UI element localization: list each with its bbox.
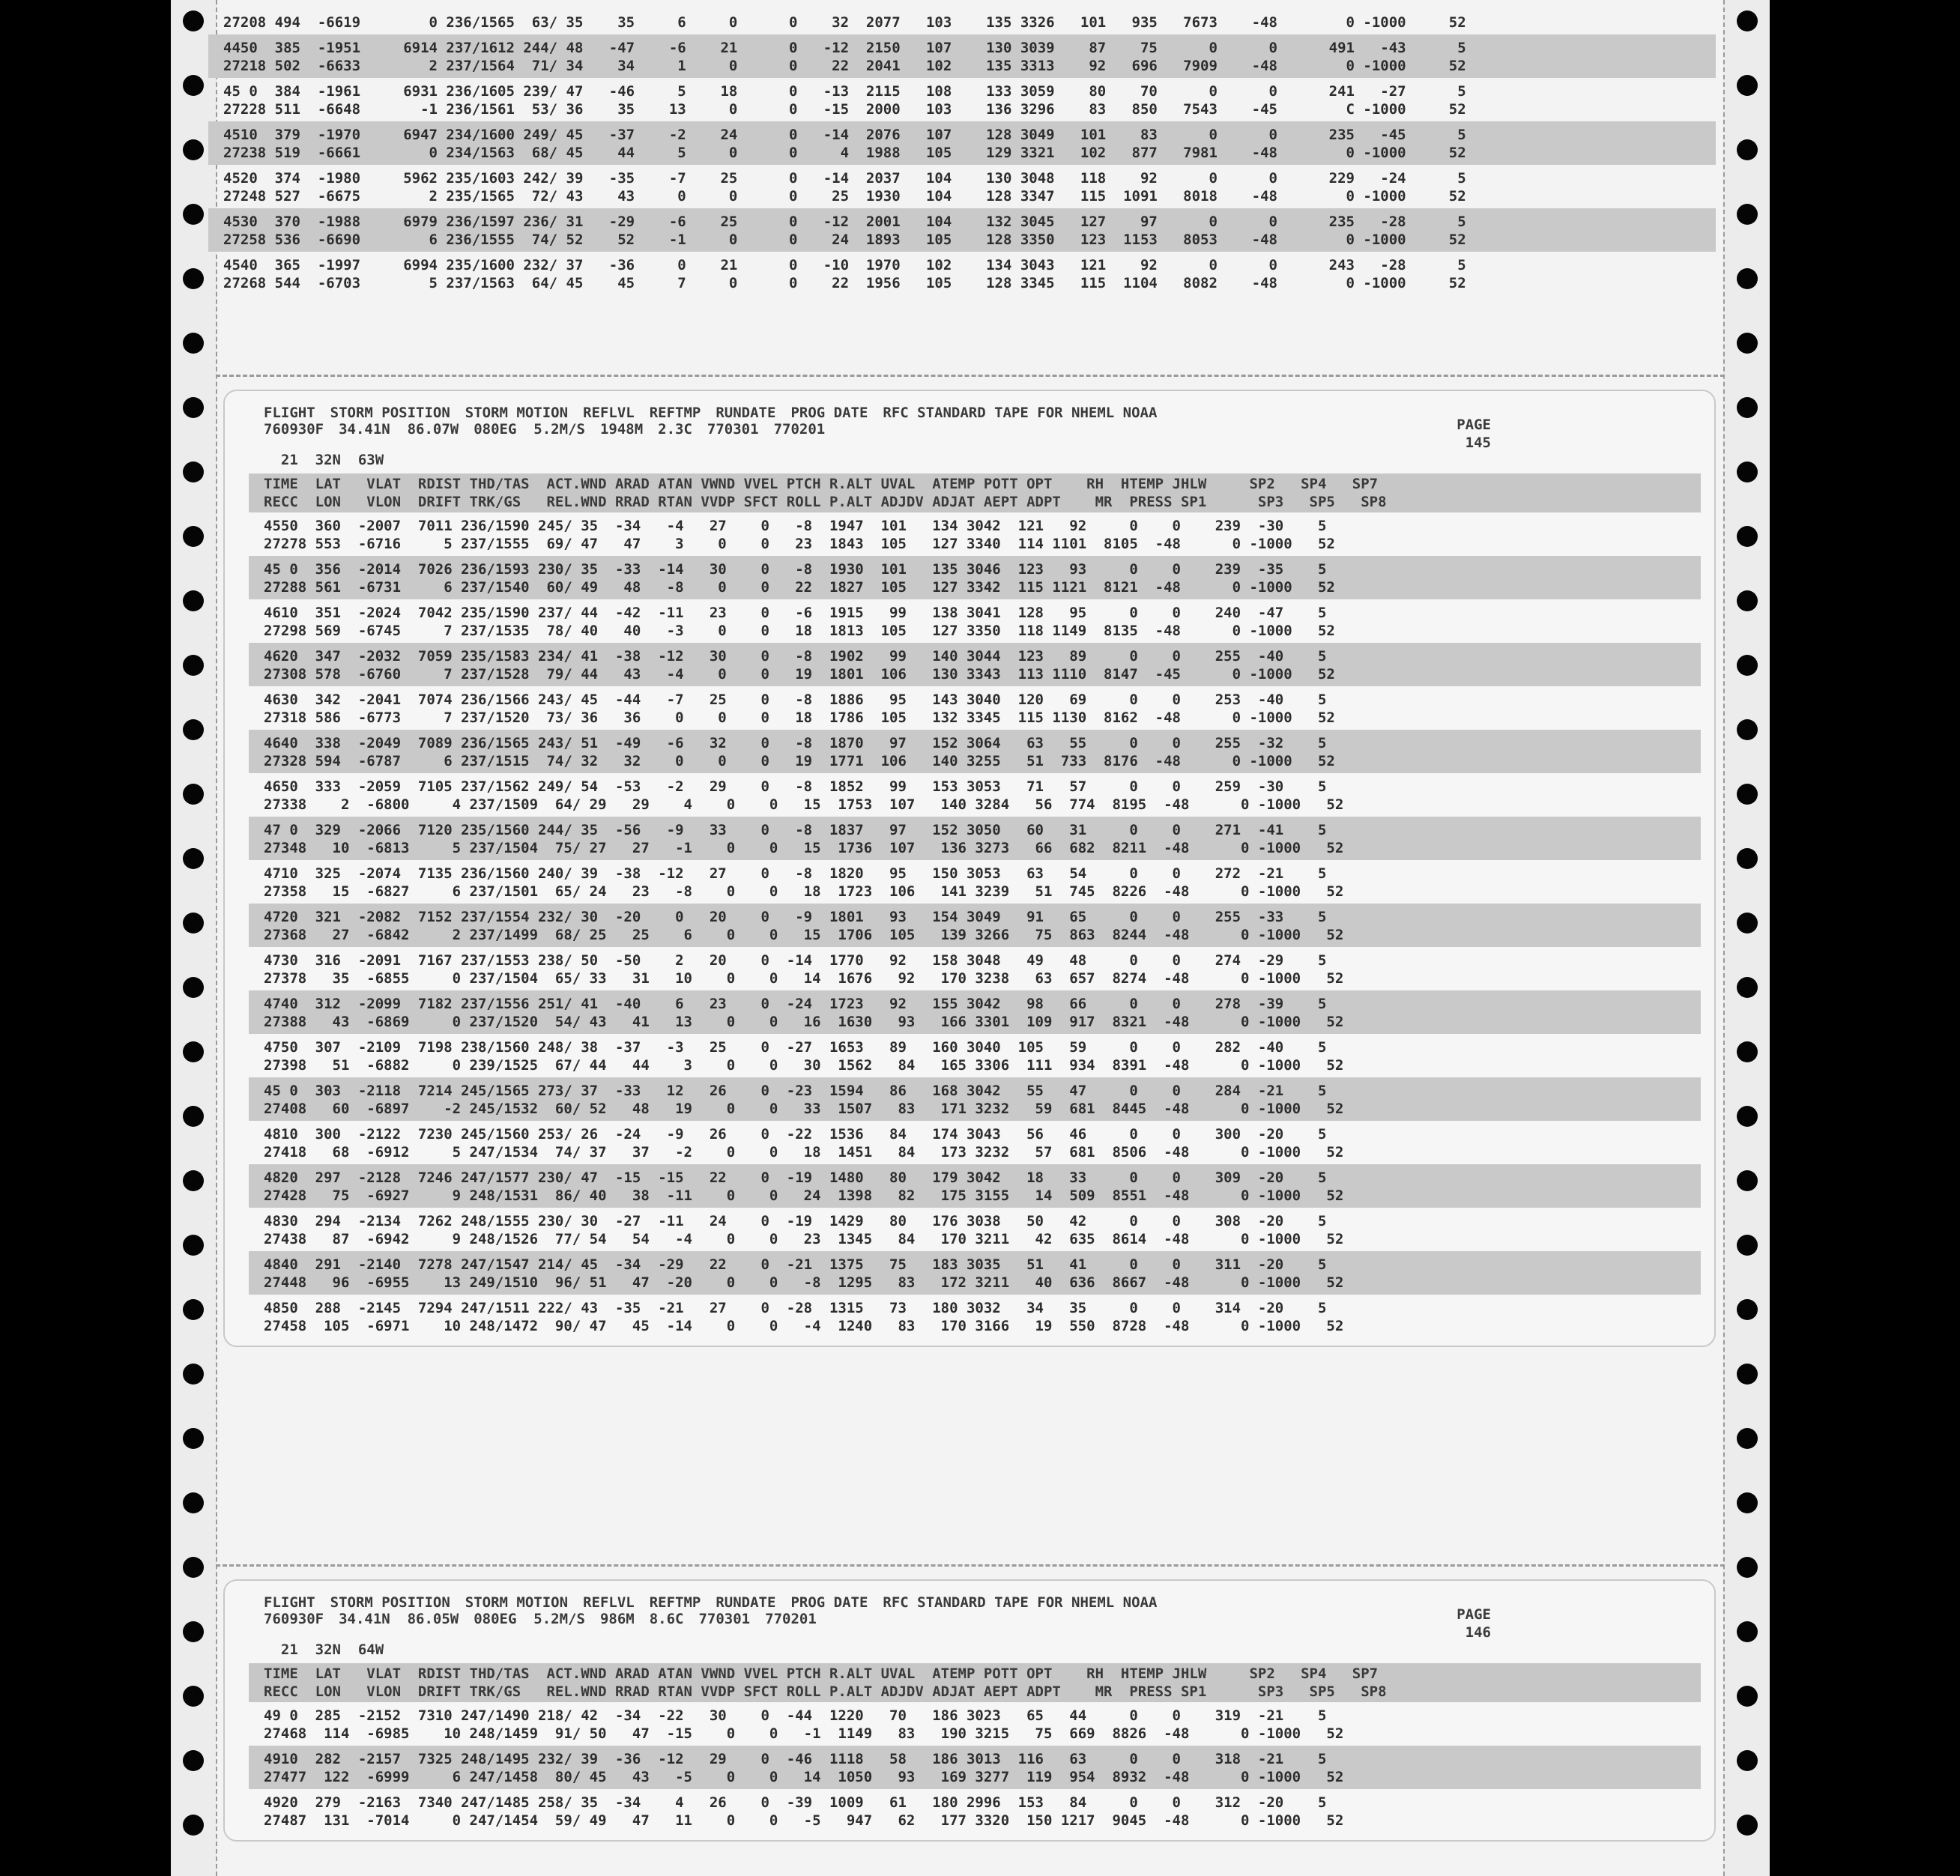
sprocket-hole (183, 1106, 204, 1127)
value-reflvl: 986M (599, 1611, 635, 1627)
data-record (208, 0, 1716, 34)
value-reflvl: 1948M (599, 421, 644, 438)
page-145-box (223, 390, 1716, 1347)
sprocket-hole (1737, 1364, 1758, 1385)
data-record (208, 252, 1716, 295)
sprocket-hole (1737, 1299, 1758, 1320)
column-header-line-1: TIME LAT VLAT RDIST THD/TAS ACT.WND ARAD ATAN VWND VVEL PTCH R.ALT UVAL ATEMP POTT OPT RH HTEMP JHLW SP2 SP4 SP7 (264, 476, 1379, 492)
sprocket-hole (183, 1750, 204, 1771)
record-line-2: 27218 502 -6633 2 237/1564 71/ 34 34 1 0 0 22 2041 102 135 3313 92 696 7909 -48 0 -1000 52 (223, 58, 1466, 74)
title-flight: FLIGHT (264, 1594, 315, 1611)
title-reflvl: REFLVL (583, 1594, 635, 1611)
value-flight: 760930F (264, 1611, 324, 1627)
record-line-1: 4730 316 -2091 7167 237/1553 238/ 50 -50 2 20 0 -14 1770 92 158 3048 49 48 0 0 274 -29 5 (264, 952, 1327, 969)
sprocket-hole (1737, 75, 1758, 96)
record-line-1: 4630 342 -2041 7074 236/1566 243/ 45 -44 -7 25 0 -8 1886 95 143 3040 120 69 0 0 253 -40 5 (264, 692, 1327, 708)
data-record (249, 1702, 1701, 1746)
sprocket-hole (183, 1041, 204, 1062)
sprocket-hole (1737, 397, 1758, 418)
data-record (249, 947, 1701, 990)
page-label: PAGE (1457, 417, 1491, 433)
value-prog-date: 770201 (773, 421, 826, 438)
title-reftmp: REFTMP (649, 405, 701, 421)
record-line-2: 27408 60 -6897 -2 245/1532 60/ 52 48 19 0 0 33 1507 83 171 3232 59 681 8445 -48 0 -1000 52 (264, 1101, 1344, 1117)
data-record (249, 1034, 1701, 1077)
sprocket-hole (183, 1170, 204, 1191)
title-flight: FLIGHT (264, 405, 315, 421)
record-line-2: 27448 96 -6955 13 249/1510 96/ 51 47 -20 0 0 -8 1295 83 172 3211 40 636 8667 -48 0 -1000 52 (264, 1274, 1344, 1291)
page-perforation (216, 375, 1725, 377)
data-records (264, 1702, 1701, 1833)
record-line-1: 4640 338 -2049 7089 236/1565 243/ 51 -49 -6 32 0 -8 1870 97 152 3064 63 55 0 0 255 -32 5 (264, 735, 1327, 751)
sprocket-hole (1737, 1041, 1758, 1062)
record-line-2: 27468 114 -6985 10 248/1459 91/ 50 47 -15 0 0 -1 1149 83 190 3215 75 669 8826 -48 0 -1000 52 (264, 1725, 1344, 1742)
sprocket-hole (183, 1621, 204, 1642)
title-prog-date: PROG DATE (790, 405, 868, 421)
sprocket-hole (1737, 462, 1758, 482)
record-line-2: 27258 536 -6690 6 236/1555 74/ 52 52 -1 0 0 24 1893 105 128 3350 123 1153 8053 -48 0 -1000 52 (223, 232, 1466, 248)
title-reftmp: REFTMP (649, 1594, 701, 1611)
record-line-1: 4840 291 -2140 7278 247/1547 214/ 45 -34 -29 22 0 -21 1375 75 183 3035 51 41 0 0 311 -20 5 (264, 1256, 1327, 1273)
page-label: PAGE (1457, 1606, 1491, 1623)
record-line-1 (223, 0, 1716, 13)
sprocket-hole (183, 462, 204, 482)
data-record (208, 121, 1716, 165)
data-record (249, 1746, 1701, 1789)
title-storm-motion: STORM MOTION (465, 405, 569, 421)
page-number: 146 (1465, 1624, 1491, 1641)
column-headers (249, 1663, 1701, 1702)
sprocket-hole (183, 1364, 204, 1385)
record-line-2: 27308 578 -6760 7 237/1528 79/ 44 43 -4 0 0 19 1801 106 130 3343 113 1110 8147 -45 0 -1000 52 (264, 666, 1335, 683)
sprocket-hole (183, 10, 204, 31)
record-line-2: 27418 68 -6912 5 247/1534 74/ 37 37 -2 0 0 18 1451 84 173 3232 57 681 8506 -48 0 -1000 52 (264, 1144, 1344, 1161)
record-line-2: 27288 561 -6731 6 237/1540 60/ 49 48 -8 0 0 22 1827 105 127 3342 115 1121 8121 -48 0 -1000 52 (264, 579, 1335, 596)
page-145 (223, 390, 1716, 1347)
sprocket-hole (1737, 1621, 1758, 1642)
record-line-1: 47 0 329 -2066 7120 235/1560 244/ 35 -56 -9 33 0 -8 1837 97 152 3050 60 31 0 0 271 -41 5 (264, 822, 1327, 838)
tractor-strip-right (1723, 0, 1770, 1876)
record-line-1: 4830 294 -2134 7262 248/1555 230/ 30 -27 -11 24 0 -19 1429 80 176 3038 50 42 0 0 308 -20 5 (264, 1213, 1327, 1229)
record-line-1: 4820 297 -2128 7246 247/1577 230/ 47 -15 -15 22 0 -19 1480 80 179 3042 18 33 0 0 309 -20 5 (264, 1170, 1327, 1186)
sprocket-hole (1737, 139, 1758, 160)
data-records (264, 512, 1701, 1338)
sprocket-hole (183, 333, 204, 354)
page-146-box (223, 1579, 1716, 1842)
title-storm-position: STORM POSITION (330, 405, 450, 421)
sprocket-hole (183, 1235, 204, 1256)
sprocket-hole (1737, 1686, 1758, 1707)
record-line-1: 4750 307 -2109 7198 238/1560 248/ 38 -37 -3 25 0 -27 1653 89 160 3040 105 59 0 0 282 -40 5 (264, 1039, 1327, 1056)
record-line-2: 27378 35 -6855 0 237/1504 65/ 33 31 10 0 0 14 1676 92 170 3238 63 657 8274 -48 0 -1000 52 (264, 970, 1344, 987)
data-record (249, 860, 1701, 904)
sprocket-hole (183, 204, 204, 225)
data-record (249, 556, 1701, 599)
record-line-1: 4520 374 -1980 5962 235/1603 242/ 39 -35 -7 25 0 -14 2037 104 130 3048 118 92 0 0 229 -24 5 (223, 170, 1466, 187)
data-record (249, 1164, 1701, 1208)
page-perforation (216, 1564, 1725, 1567)
sprocket-hole (1737, 1557, 1758, 1578)
record-line-1: 4540 365 -1997 6994 235/1600 232/ 37 -36 0 21 0 -10 1970 102 134 3043 121 92 0 0 243 -28 5 (223, 257, 1466, 273)
data-record (208, 34, 1716, 78)
title-rundate: RUNDATE (716, 1594, 776, 1611)
sprocket-hole (183, 1428, 204, 1449)
value-rundate: 770301 (698, 1611, 751, 1627)
record-line-2: 27368 27 -6842 2 237/1499 68/ 25 25 6 0 0 15 1706 105 139 3266 75 863 8244 -48 0 -1000 52 (264, 927, 1344, 943)
record-line-2: 27318 586 -6773 7 237/1520 73/ 36 36 0 0 0 18 1786 105 132 3345 115 1130 8162 -48 0 -1000 52 (264, 709, 1335, 726)
sprocket-hole (1737, 1750, 1758, 1771)
record-line-2: 27348 10 -6813 5 237/1504 75/ 27 27 -1 0 0 15 1736 107 136 3273 66 682 8211 -48 0 -1000 52 (264, 840, 1344, 856)
data-record (249, 512, 1701, 556)
data-record (249, 817, 1701, 860)
record-line-1: 45 0 356 -2014 7026 236/1593 230/ 35 -33 -14 30 0 -8 1930 101 135 3046 123 93 0 0 239 -35 5 (264, 561, 1327, 578)
column-headers (249, 473, 1701, 512)
record-line-1: 4720 321 -2082 7152 237/1554 232/ 30 -20 0 20 0 -9 1801 93 154 3049 91 65 0 0 255 -33 5 (264, 909, 1327, 925)
column-header-line-2: RECC LON VLON DRIFT TRK/GS REL.WND RRAD RTAN VVDP SFCT ROLL P.ALT ADJDV ADJAT AEPT ADPT MR PRESS SP1 SP3 SP5 SP8 (264, 1683, 1387, 1700)
sprocket-hole (1737, 1428, 1758, 1449)
record-line-2: 27208 494 -6619 0 236/1565 63/ 35 35 6 0 0 32 2077 103 135 3326 101 935 7673 -48 0 -1000 52 (223, 14, 1466, 31)
sprocket-hole (183, 784, 204, 805)
title-storm-motion: STORM MOTION (465, 1594, 569, 1611)
sprocket-hole (183, 719, 204, 740)
title-reflvl: REFLVL (583, 405, 635, 421)
record-line-1: 4920 279 -2163 7340 247/1485 258/ 35 -34 4 26 0 -39 1009 61 180 2996 153 84 0 0 312 -20 5 (264, 1794, 1327, 1811)
sprocket-hole (1737, 590, 1758, 611)
title-tape: RFC STANDARD TAPE FOR NHEML NOAA (883, 405, 1158, 421)
data-record (208, 208, 1716, 252)
sprocket-hole (183, 75, 204, 96)
record-line-2: 27398 51 -6882 0 239/1525 67/ 44 44 3 0 0 30 1562 84 165 3306 111 934 8391 -48 0 -1000 52 (264, 1057, 1344, 1074)
sprocket-hole (183, 397, 204, 418)
record-line-1: 4850 288 -2145 7294 247/1511 222/ 43 -35 -21 27 0 -28 1315 73 180 3032 34 35 0 0 314 -20 5 (264, 1300, 1327, 1316)
title-tape: RFC STANDARD TAPE FOR NHEML NOAA (883, 1594, 1158, 1611)
sprocket-hole (183, 1686, 204, 1707)
sprocket-hole (1737, 526, 1758, 547)
sprocket-hole (1737, 848, 1758, 869)
data-record (249, 773, 1701, 817)
sprocket-hole (183, 1815, 204, 1836)
record-line-1: 4650 333 -2059 7105 237/1562 249/ 54 -53 -2 29 0 -8 1852 99 153 3053 71 57 0 0 259 -30 5 (264, 778, 1327, 795)
sprocket-hole (183, 139, 204, 160)
data-record (249, 904, 1701, 947)
value-rundate: 770301 (707, 421, 759, 438)
sprocket-hole (1737, 1106, 1758, 1127)
sprocket-hole (1737, 1815, 1758, 1836)
sprocket-hole (183, 655, 204, 676)
record-line-2: 27477 122 -6999 6 247/1458 80/ 45 43 -5 0 0 14 1050 93 169 3277 119 954 8932 -48 0 -1000 52 (264, 1769, 1344, 1785)
value-reftmp: 2.3C (658, 421, 692, 438)
sprocket-hole (183, 1299, 204, 1320)
sprocket-hole (1737, 977, 1758, 998)
record-line-1: 4530 370 -1988 6979 236/1597 236/ 31 -29 -6 25 0 -12 2001 104 132 3045 127 97 0 0 235 -28 5 (223, 214, 1466, 230)
sprocket-hole (1737, 268, 1758, 289)
record-line-1: 4710 325 -2074 7135 236/1560 240/ 39 -38 -12 27 0 -8 1820 95 150 3053 63 54 0 0 272 -21 5 (264, 865, 1327, 882)
record-line-2: 27238 519 -6661 0 234/1563 68/ 45 44 5 0 0 4 1988 105 129 3321 102 877 7981 -48 0 -1000 52 (223, 145, 1466, 161)
value-reftmp: 8.6C (649, 1611, 684, 1627)
sprocket-hole (183, 977, 204, 998)
record-line-2: 27338 2 -6800 4 237/1509 64/ 29 29 4 0 0 15 1753 107 140 3284 56 774 8195 -48 0 -1000 52 (264, 796, 1344, 813)
data-record (249, 1295, 1701, 1338)
record-line-2: 27358 15 -6827 6 237/1501 65/ 24 23 -8 0 0 18 1723 106 141 3239 51 745 8226 -48 0 -1000 52 (264, 883, 1344, 900)
data-record (208, 78, 1716, 121)
data-record (249, 1789, 1701, 1833)
record-line-1: 45 0 303 -2118 7214 245/1565 273/ 37 -33 12 26 0 -23 1594 86 168 3042 55 47 0 0 284 -21 5 (264, 1083, 1327, 1099)
sprocket-hole (183, 848, 204, 869)
record-line-2: 27278 553 -6716 5 237/1555 69/ 47 47 3 0 0 23 1843 105 127 3340 114 1101 8105 -48 0 -1000 52 (264, 536, 1335, 552)
previous-page-records (223, 0, 1716, 295)
record-line-1: 45 0 384 -1961 6931 236/1605 239/ 47 -46 5 18 0 -13 2115 108 133 3059 80 70 0 0 241 -27 5 (223, 83, 1466, 100)
sprocket-hole (183, 1557, 204, 1578)
sprocket-hole (1737, 784, 1758, 805)
value-storm-position: 34.41N 86.05W (339, 1611, 459, 1627)
record-line-2: 27487 131 -7014 0 247/1454 59/ 49 47 11 0 0 -5 947 62 177 3320 150 1217 9045 -48 0 -1000 52 (264, 1812, 1344, 1829)
record-line-2: 27248 527 -6675 2 235/1565 72/ 43 43 0 0 0 25 1930 104 128 3347 115 1091 8018 -48 0 -1000 52 (223, 188, 1466, 205)
data-record (249, 1121, 1701, 1164)
record-line-1: 4910 282 -2157 7325 248/1495 232/ 39 -36 -12 29 0 -46 1118 58 186 3013 116 63 0 0 318 -21 5 (264, 1751, 1327, 1767)
record-line-2: 27228 511 -6648 -1 236/1561 53/ 36 35 13 0 0 -15 2000 103 136 3296 83 850 7543 -45 C -1000 52 (223, 101, 1466, 118)
record-line-1: 4450 385 -1951 6914 237/1612 244/ 48 -47 -6 21 0 -12 2150 107 130 3039 87 75 0 0 491 -43 5 (223, 40, 1466, 56)
data-record (249, 1077, 1701, 1121)
sprocket-hole (1737, 655, 1758, 676)
sprocket-hole (1737, 1170, 1758, 1191)
record-line-1: 4550 360 -2007 7011 236/1590 245/ 35 -34 -4 27 0 -8 1947 101 134 3042 121 92 0 0 239 -30 5 (264, 518, 1327, 534)
record-line-1: 4510 379 -1970 6947 234/1600 249/ 45 -37 -2 24 0 -14 2076 107 128 3049 101 83 0 0 235 -45 5 (223, 127, 1466, 143)
sprocket-hole (1737, 1492, 1758, 1513)
record-line-1: 4610 351 -2024 7042 235/1590 237/ 44 -42 -11 23 0 -6 1915 99 138 3041 128 95 0 0 240 -47 5 (264, 605, 1327, 621)
sprocket-hole (1737, 10, 1758, 31)
record-line-1: 4740 312 -2099 7182 237/1556 251/ 41 -40 6 23 0 -24 1723 92 155 3042 98 66 0 0 278 -39 5 (264, 996, 1327, 1012)
data-record (208, 165, 1716, 208)
record-line-2: 27428 75 -6927 9 248/1531 86/ 40 38 -11 0 0 24 1398 82 175 3155 14 509 8551 -48 0 -1000 52 (264, 1187, 1344, 1204)
record-line-2: 27388 43 -6869 0 237/1520 54/ 43 41 13 0 0 16 1630 93 166 3301 109 917 8321 -48 0 -1000 52 (264, 1014, 1344, 1030)
record-line-2: 27438 87 -6942 9 248/1526 77/ 54 54 -4 0 0 23 1345 84 170 3211 42 635 8614 -48 0 -1000 52 (264, 1231, 1344, 1247)
sprocket-hole (1737, 333, 1758, 354)
data-record (249, 686, 1701, 730)
sprocket-hole (1737, 204, 1758, 225)
sprocket-hole (183, 913, 204, 934)
sprocket-hole (1737, 913, 1758, 934)
sprocket-hole (183, 526, 204, 547)
data-record (249, 1208, 1701, 1251)
page-146 (223, 1579, 1716, 1842)
title-rundate: RUNDATE (716, 405, 776, 421)
data-record (249, 730, 1701, 773)
value-storm-position: 34.41N 86.07W (339, 421, 459, 438)
page-number: 145 (1465, 435, 1491, 451)
data-record (249, 643, 1701, 686)
record-line-2: 27328 594 -6787 6 237/1515 74/ 32 32 0 0 0 19 1771 106 140 3255 51 733 8176 -48 0 -1000 52 (264, 753, 1335, 769)
sprocket-hole (183, 1492, 204, 1513)
record-line-1: 4620 347 -2032 7059 235/1583 234/ 41 -38 -12 30 0 -8 1902 99 140 3044 123 89 0 0 255 -40 5 (264, 648, 1327, 665)
record-line-2: 27458 105 -6971 10 248/1472 90/ 47 45 -14 0 0 -4 1240 83 170 3166 19 550 8728 -48 0 -1000 52 (264, 1318, 1344, 1334)
value-flight: 760930F (264, 421, 324, 438)
record-line-2: 27298 569 -6745 7 237/1535 78/ 40 40 -3 0 0 18 1813 105 127 3350 118 1149 8135 -48 0 -1000 52 (264, 623, 1335, 639)
record-line-1: 49 0 285 -2152 7310 247/1490 218/ 42 -34 -22 30 0 -44 1220 70 186 3023 65 44 0 0 319 -21 5 (264, 1707, 1327, 1724)
sprocket-hole (1737, 719, 1758, 740)
column-header-line-1: TIME LAT VLAT RDIST THD/TAS ACT.WND ARAD ATAN VWND VVEL PTCH R.ALT UVAL ATEMP POTT OPT RH HTEMP JHLW SP2 SP4 SP7 (264, 1665, 1379, 1682)
column-header-line-2: RECC LON VLON DRIFT TRK/GS REL.WND RRAD RTAN VVDP SFCT ROLL P.ALT ADJDV ADJAT AEPT ADPT MR PRESS SP1 SP3 SP5 SP8 (264, 494, 1387, 510)
record-line-2: 27268 544 -6703 5 237/1563 64/ 45 45 7 0 0 22 1956 105 128 3345 115 1104 8082 -48 0 -1000 52 (223, 275, 1466, 291)
value-storm-motion: 080EG 5.2M/S (474, 421, 585, 438)
record-line-1: 4810 300 -2122 7230 245/1560 253/ 26 -24 -9 26 0 -22 1536 84 174 3043 56 46 0 0 300 -20 5 (264, 1126, 1327, 1143)
sprocket-hole (1737, 1235, 1758, 1256)
sprocket-hole (183, 268, 204, 289)
value-storm-motion: 080EG 5.2M/S (474, 1611, 585, 1627)
printout-paper (171, 0, 1770, 1876)
value-prog-date: 770201 (765, 1611, 817, 1627)
sprocket-hole (183, 590, 204, 611)
title-storm-position: STORM POSITION (330, 1594, 450, 1611)
data-record (249, 599, 1701, 643)
data-record (249, 990, 1701, 1034)
position-subheader: 21 32N 63W (264, 452, 384, 468)
position-subheader: 21 32N 64W (264, 1642, 384, 1658)
title-prog-date: PROG DATE (790, 1594, 868, 1611)
data-record (249, 1251, 1701, 1295)
